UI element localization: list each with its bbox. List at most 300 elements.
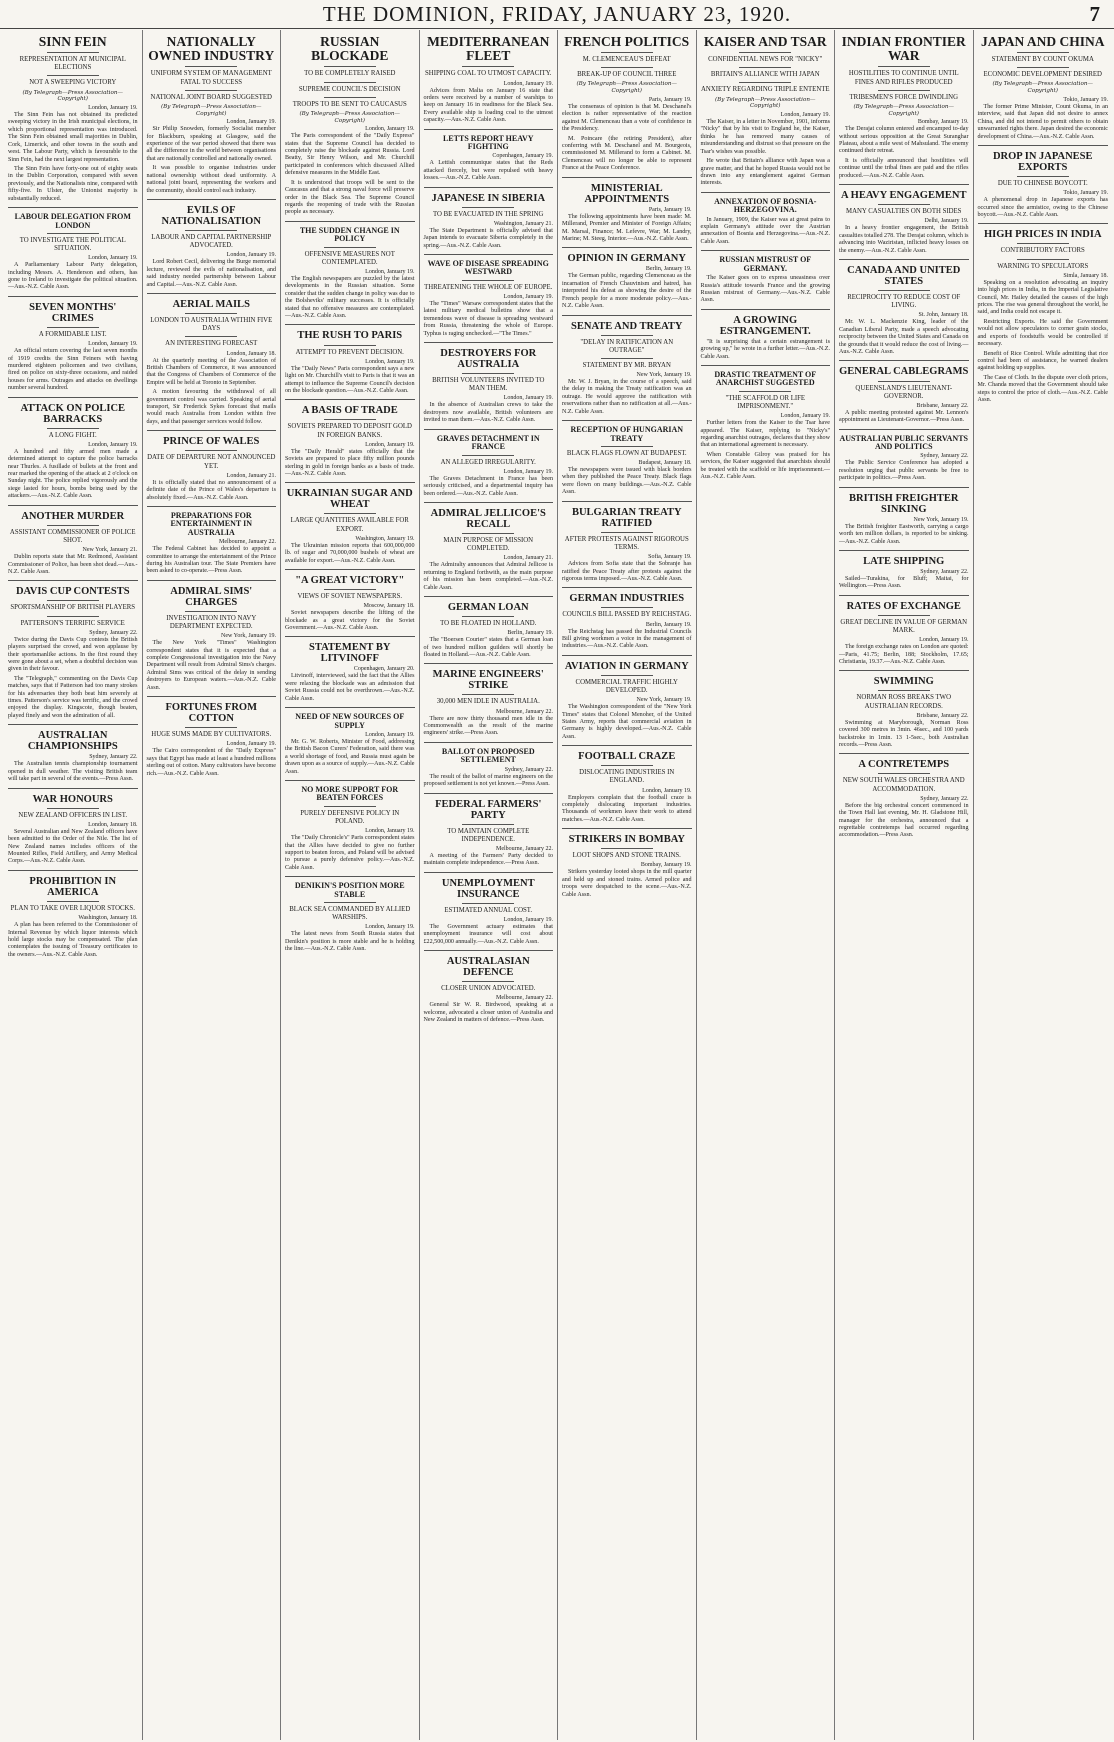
- article-subheading: TROOPS TO BE SENT TO CAUCASUS: [292, 100, 407, 108]
- article-divider: [424, 254, 554, 255]
- article-paragraph: The Government actuary estimates that unemployment insurance will cost about £22,500,000 annually.—Aus.-N.Z. Cable Assn.: [423, 923, 553, 945]
- article-paragraph: The Admiralty announces that Admiral Jellicoe is returning to England forthwith, as the main purpose of his mission has been completed.—Aus.-N.Z. Cable Assn.: [423, 562, 553, 591]
- article-divider: [285, 324, 415, 325]
- article: [839, 429, 969, 483]
- article-headline: FEDERAL FARMERS' PARTY: [435, 798, 542, 821]
- article-headline: NATIONALLY OWNED INDUSTRY: [148, 34, 275, 64]
- article-dateline: New York, January 19.: [913, 516, 969, 523]
- article: [147, 696, 277, 778]
- headline-rule: [739, 52, 791, 53]
- article: [424, 187, 554, 250]
- article-paragraph: The Kaiser goes on to express uneasiness over Russia's attitude towards France and the growing Russian mistrust of Germany.—Aus.-N.Z. Cable Assn.: [700, 275, 830, 304]
- article-dateline: London, January 19.: [919, 637, 969, 644]
- article-headline: JAPAN AND CHINA: [981, 34, 1105, 49]
- article-headline: AVIATION IN GERMANY: [564, 660, 689, 672]
- article-paragraph: At the quarterly meeting of the Association of British Chambers of Commerce, it was announced that the Congress of Chambers of Commerce of the Empire will be held at Toronto in September.: [146, 357, 276, 386]
- article-credit: (By Telegraph—Press Association—Copyright): [160, 103, 262, 117]
- article-dateline: London, January 19.: [88, 255, 138, 262]
- article: [839, 595, 969, 667]
- article: [8, 580, 138, 720]
- article-dateline: Melbourne, January 22.: [496, 708, 553, 715]
- article-divider: [562, 745, 692, 746]
- article-headline: GERMAN INDUSTRIES: [569, 593, 685, 605]
- article-paragraph: The Reichstag has passed the Industrial Councils Bill giving workmen a voice in the management of industries.—Aus.-N.Z. Cable Assn.: [562, 628, 692, 650]
- article-paragraph: Strikers yesterday looted shops in the mill quarter and held up and stoned trains. Armed police and troops were despatched to the scene.—Aus.-N.Z. Cable Assn.: [562, 869, 692, 898]
- article-dateline: Melbourne, January 22.: [219, 539, 276, 546]
- article-paragraph: It is officially stated that no announcement of a definite date of the Prince of Wales's departure is absolutely fixed.—Aus.-N.Z. Cable Assn.: [146, 479, 276, 501]
- article-subheading: GREAT DECLINE IN VALUE OF GERMAN MARK.: [840, 618, 968, 635]
- article-credit: (By Telegraph—Press Association—Copyright): [853, 103, 955, 117]
- article-headline: A BASIS OF TRADE: [301, 405, 398, 417]
- article-paragraph: The Australian tennis championship tournament opened in dull weather. The visiting British team will take part in several of the events.—Press Assn.: [8, 761, 138, 783]
- article: [701, 365, 831, 481]
- article-subheading: ANXIETY REGARDING TRIPLE ENTENTE: [700, 86, 830, 94]
- article: [701, 35, 831, 188]
- headline-rule: [185, 66, 237, 67]
- article-subheading: AN INTERESTING FORECAST: [165, 340, 258, 348]
- article: [8, 296, 138, 393]
- headline-rule: [878, 90, 930, 91]
- article-subheading: CONTRIBUTORY FACTORS: [1000, 247, 1085, 255]
- article-dateline: Melbourne, January 22.: [496, 845, 553, 852]
- article-paragraph: The "Times" Warsaw correspondent states that the latest military medical bulletins show that a tremendous wave of disease is spreading westward from Russia, threatening the whole of Europe. Typhus is raging unchecked.—"The Times.": [423, 301, 553, 337]
- article-headline: PROHIBITION IN AMERICA: [29, 875, 117, 898]
- headline-rule: [324, 97, 376, 98]
- headline-rule: [878, 204, 930, 205]
- article: [701, 192, 831, 246]
- article-headline: A HEAVY ENGAGEMENT: [841, 190, 967, 202]
- article-subheading: CONFIDENTIAL NEWS FOR "NICKY": [708, 56, 823, 64]
- article-headline: ANOTHER MURDER: [21, 510, 125, 522]
- article-paragraph: The State Department is officially advised that Japan intends to evacuate Siberia completely in the spring.—Aus.-N.Z. Cable Assn.: [423, 227, 553, 249]
- article-subheading: INVESTIGATION INTO NAVY DEPARTMENT EXPECTED.: [166, 614, 257, 630]
- article-headline: SEVEN MONTHS' CRIMES: [29, 301, 117, 324]
- article-subheading: "DELAY IN RATIFICATION AN OUTRAGE": [580, 338, 674, 354]
- article: [147, 35, 277, 195]
- article-divider: [285, 399, 415, 400]
- headline-rule: [601, 67, 653, 68]
- article-subheading: A FORMIDABLE LIST.: [38, 330, 107, 338]
- masthead: [0, 0, 1114, 29]
- article-subheading: DISLOCATING INDUSTRIES IN ENGLAND.: [579, 769, 675, 785]
- article-divider: [285, 569, 415, 570]
- article-headline: FOOTBALL CRAZE: [578, 751, 676, 763]
- article: [701, 250, 831, 304]
- article-paragraph: The Case of Cloth. In the dispute over cloth prices, Mr. Chanda moved that the Government should take steps to control the price of cloth.—Aus.-N.Z. Cable Assn.: [977, 374, 1108, 404]
- article-subheading: TO BE EVACUATED IN THE SPRING: [433, 210, 544, 218]
- article-divider: [8, 788, 138, 789]
- headline-rule: [601, 335, 653, 336]
- article-dateline: Sydney, January 22.: [920, 569, 969, 576]
- article-subheading: ESTIMATED ANNUAL COST.: [444, 906, 533, 914]
- article-divider: [8, 296, 138, 297]
- article-subheading: UNIFORM SYSTEM OF MANAGEMENT FATAL TO SUCCESS: [150, 70, 272, 86]
- article-dateline: London, January 19.: [365, 731, 415, 738]
- article-paragraph: Before the big orchestral concert commenced in the Town Hall last evening, Mr. H. Gladstone Hill, manager for the orchestra, announced that a regrettable contretemps had occurred regarding accommodation.—Press Assn.: [839, 802, 969, 839]
- article-dateline: London, January 19.: [503, 468, 553, 475]
- article-paragraph: The Public Service Conference has adopted a resolution urging that public servants be free to participate in politics.—Press Assn.: [839, 460, 969, 482]
- article-divider: [839, 670, 969, 671]
- headline-rule: [324, 806, 376, 807]
- article: [978, 223, 1109, 404]
- article-subheading: ATTEMPT TO PREVENT DECISION.: [295, 348, 404, 356]
- article-paragraph: Several Australian and New Zealand officers have been admitted to the Order of the Nile. The list of New Zealand names includes officers of the Mounted Rifles, Field Artillery, and Army Medical Corps.—Aus.-N.Z. Cable Assn.: [8, 828, 138, 865]
- article-headline: MARINE ENGINEERS' STRIKE: [432, 669, 544, 692]
- column-6: [697, 30, 836, 1740]
- article-subheading: BLACK FLAGS FLOWN AT BUDAPEST.: [566, 449, 687, 457]
- article-subheading: NEW ZEALAND OFFICERS IN LIST.: [18, 811, 128, 819]
- article: [285, 35, 415, 217]
- column-1: [4, 30, 143, 1740]
- article: [424, 596, 554, 659]
- article-paragraph: Dublin reports state that Mr. Redmond, Assistant Commissioner of Police, has been shot dead.—Aus.-N.Z. Cable Assn.: [8, 554, 138, 575]
- article-divider: [424, 950, 554, 951]
- article-headline: DRASTIC TREATMENT OF ANARCHIST SUGGESTED: [714, 370, 817, 388]
- article-divider: [147, 506, 277, 507]
- article-subheading: AN ALLEGED IRREGULARITY.: [440, 458, 536, 466]
- article-dateline: London, January 18.: [88, 821, 138, 828]
- article-dateline: Sydney, January 22.: [920, 795, 969, 802]
- article-headline: DAVIS CUP CONTESTS: [15, 586, 130, 598]
- article-subheading: TO INVESTIGATE THE POLITICAL SITUATION.: [19, 236, 126, 253]
- article-dateline: London, January 19.: [365, 268, 415, 275]
- article-dateline: Moscow, January 18.: [363, 603, 415, 610]
- headline-rule: [185, 450, 237, 451]
- article-paragraph: Litvinoff, interviewed, said the fact that the Allies were relaxing the blockade was an admission that Soviet Russia could not be overthrown.—Aus.-N.Z. Cable Assn.: [285, 673, 415, 702]
- article-headline: A CONTRETEMPS: [858, 759, 950, 771]
- article-headline: RUSSIAN MISTRUST OF GERMANY.: [719, 255, 812, 273]
- article-divider: [8, 724, 138, 725]
- article-paragraph: A motion favouring the withdrawal of all government control was carried. Speaking of aerial transport, Sir Frederick Sykes forecast that mails would reach Australia from London within five days, and that passenger services would follow.: [146, 389, 276, 425]
- article-divider: [285, 780, 415, 781]
- article-subheading: COMMERCIAL TRAFFIC HIGHLY DEVELOPED.: [575, 678, 678, 694]
- article-divider: [147, 696, 277, 697]
- article-divider: [285, 636, 415, 637]
- article-subheading: LARGE QUANTITIES AVAILABLE FOR EXPORT.: [290, 517, 409, 533]
- headline-rule: [601, 675, 653, 676]
- headline-rule: [47, 616, 99, 617]
- article-headline: BULGARIAN TREATY RATIFIED: [571, 506, 682, 529]
- article-divider: [839, 550, 969, 551]
- article-headline: THE RUSH TO PARIS: [297, 330, 403, 342]
- article-headline: MINISTERIAL APPOINTMENTS: [584, 182, 670, 205]
- article-dateline: Berlin, January 19.: [645, 266, 692, 273]
- article-divider: [839, 429, 969, 430]
- article-headline: BRITISH FREIGHTER SINKING: [849, 492, 959, 515]
- article-paragraph: General Sir W. R. Birdwood, speaking at a welcome, advocated a closer union of Australia and New Zealand in matters of defence.—Press Assn.: [423, 1002, 553, 1024]
- article-divider: [562, 655, 692, 656]
- article-divider: [701, 250, 831, 251]
- headline-rule: [878, 773, 930, 774]
- article-headline: FRENCH POLITICS: [564, 34, 690, 49]
- article-divider: [424, 429, 554, 430]
- article-paragraph: Sir Philip Snowden, formerly Socialist member for Blackburn, speaking at Glasgow, said the experience of the war period showed that there was all the difference in the world between organisations that are nationally controlled and nationally owned.: [146, 126, 276, 162]
- article-subheading: HOSTILITIES TO CONTINUE UNTIL FINES AND RIFLES PRODUCED: [848, 70, 959, 86]
- article-headline: UNEMPLOYMENT INSURANCE: [441, 877, 535, 900]
- article-divider: [424, 502, 554, 503]
- headline-rule: [878, 66, 930, 67]
- article-divider: [8, 207, 138, 208]
- article-divider: [839, 259, 969, 260]
- article-credit: (By Telegraph—Press Association—Copyright): [576, 81, 678, 95]
- article-dateline: Brisbane, January 22.: [916, 402, 969, 409]
- article-headline: AUSTRALIAN PUBLIC SERVANTS AND POLITICS: [839, 433, 968, 452]
- article-dateline: Copenhagen, January 19.: [492, 153, 553, 160]
- article-paragraph: The "Boersen Courier" states that a German loan of two hundred million guilders will shortly be floated in Holland.—Aus.-N.Z. Cable Assn.: [423, 637, 553, 658]
- article-paragraph: The "Daily News" Paris correspondent says a new light on Mr. Churchill's visit to Paris is that it was an attempt to influence the Supreme Council's decision on the blockade question.—Aus.-N.Z. Cable Assn.: [285, 365, 415, 394]
- article-paragraph: The German public, regarding Clemenceau as the incarnation of French Chauvinism and hatred, has interpreted his defeat as showing the desire of the French people for a more moderate policy.—Aus.-N.Z. Cable Assn.: [562, 273, 692, 310]
- article: [424, 663, 554, 737]
- article-dateline: London, January 19.: [88, 105, 138, 112]
- headline-rule: [47, 233, 99, 234]
- headline-rule: [462, 66, 514, 67]
- article-divider: [562, 315, 692, 316]
- article-paragraph: The consensus of opinion is that M. Deschanel's election is rather representative of the reaction against M. Clemenceau than a vote of confidence in the Presidency.: [562, 103, 692, 133]
- article-paragraph: A plan has been referred to the Commissioner of Internal Revenue by which liquor interests which hold large stocks may be compensated. The plan contemplates the issuing of Treasury certificates to the owners.—Aus.-N.Z. Cable Assn.: [8, 922, 138, 958]
- article-paragraph: The "Telegraph," commenting on the Davis Cup matches, says that if Patterson had too many strokes for his adversaries they both beat him severely at times. Patterson's service was terrific, and the crowd enjoyed the display. Kingscote, though beaten, played finely and won the admiration of all.: [8, 675, 138, 719]
- article-subheading: ASSISTANT COMMISSIONER OF POLICE SHOT.: [9, 528, 136, 544]
- article-divider: [8, 870, 138, 871]
- headline-rule: [601, 532, 653, 533]
- article-subheading: STATEMENT BY COUNT OKUMA: [991, 56, 1094, 64]
- article-dateline: Budapest, January 18.: [638, 460, 692, 467]
- article-subheading: QUEENSLAND'S LIEUTENANT-GOVERNOR.: [855, 384, 953, 400]
- article-dateline: London, January 19.: [365, 828, 415, 835]
- article-headline: FORTUNES FROM COTTON: [165, 702, 257, 725]
- article-subheading: SHIPPING COAL TO UTMOST CAPACITY.: [425, 70, 552, 78]
- article-dateline: Sydney, January 22.: [89, 754, 138, 761]
- article-subheading: TRIBESMEN'S FORCE DWINDLING: [849, 93, 958, 101]
- article: [285, 780, 415, 872]
- article-paragraph: The latest news from South Russia states that Denikin's position is more stable and he is holding the line.—Aus.-N.Z. Cable Assn.: [285, 931, 415, 953]
- article-divider: [424, 342, 554, 343]
- article-headline: LETTS REPORT HEAVY FIGHTING: [442, 133, 534, 151]
- headline-rule: [47, 901, 99, 902]
- article-dateline: Brisbane, January 22.: [916, 712, 969, 719]
- article: [147, 506, 277, 576]
- article-subheading: TO MAINTAIN COMPLETE INDEPENDENCE.: [447, 827, 530, 843]
- article-subheading: AFTER PROTESTS AGAINST RIGOROUS TERMS.: [564, 535, 689, 551]
- article-paragraph: Lord Robert Cecil, delivering the Burge memorial lecture, reviewed the evils of nationalisation, and said industry needed partnership between Labour and Capital.—Aus.-N.Z. Cable Assn.: [146, 259, 276, 288]
- article: [424, 35, 554, 125]
- headline-rule: [1017, 243, 1069, 244]
- article-divider: [701, 365, 831, 366]
- article-paragraph: Mr. W. L. Mackenzie King, leader of the Canadian Liberal Party, made a speech advocating reciprocity between the United States and Canada on the grounds that it would reduce the cost of living.—Aus.-N.Z. Cable Assn.: [839, 319, 969, 356]
- article-dateline: London, January 19.: [780, 112, 830, 119]
- article: [424, 254, 554, 338]
- article: [424, 342, 554, 425]
- article-subheading: LONDON TO AUSTRALIA WITHIN FIVE DAYS: [150, 317, 273, 333]
- article-paragraph: There are now thirty thousand men idle in the Commonwealth as the result of the marine engineers' strike.—Press Assn.: [423, 715, 553, 737]
- article-subheading: CLOSER UNION ADVOCATED.: [441, 985, 536, 993]
- article-headline: NEED OF NEW SOURCES OF SUPPLY: [295, 712, 405, 730]
- column-5: [558, 30, 697, 1740]
- article-subheading: NOT A SWEEPING VICTORY: [29, 79, 117, 87]
- article-subheading: ECONOMIC DEVELOPMENT DESIRED: [983, 71, 1102, 79]
- headline-rule: [601, 52, 653, 53]
- article-paragraph: The newspapers were issued with black borders when they published the Peace Treaty. Black flags were flown on many buildings.—Aus.-N.Z. Cable Assn.: [562, 467, 692, 496]
- article-headline: AUSTRALASIAN DEFENCE: [446, 956, 530, 979]
- article-subheading: M. CLEMENCEAU'S DEFEAT: [582, 56, 671, 64]
- article-divider: [424, 663, 554, 664]
- article-paragraph: The former Prime Minister, Count Okuma, in an interview, said that Japan did not desire to annex China, and did not intend to permit others to obtain unwarranted rights there. Japan desired the economic development of China.—Aus.-N.Z. Cable Assn.: [977, 103, 1108, 140]
- headline-rule: [185, 313, 237, 314]
- article-headline: CANADA AND UNITED STATES: [847, 265, 961, 288]
- article-subheading: MAIN PURPOSE OF MISSION COMPLETED.: [443, 536, 534, 553]
- article-dateline: Sydney, January 22.: [920, 453, 969, 460]
- headline-rule: [185, 727, 237, 728]
- article-subheading: LABOUR AND CAPITAL PARTNERSHIP ADVOCATED.: [151, 234, 272, 250]
- article-headline: WAR HONOURS: [32, 793, 113, 805]
- article-headline: SINN FEIN: [38, 34, 107, 49]
- article: [285, 569, 415, 632]
- article-paragraph: In a heavy frontier engagement, the British casualties totalled 278. The Derajat column, which is advancing into Waziristan, inflicted heavy losses on the enemy.—Aus.-N.Z. Cable Assn.: [839, 225, 969, 254]
- article-paragraph: Twice during the Davis Cup contests the British players surprised the crowd, and won applause by their sportsmanlike actions. In the first round they were gone about a set, when a doubtful decision was given in their favour.: [8, 636, 138, 673]
- headline-rule: [601, 765, 653, 766]
- article: [8, 788, 138, 866]
- article-dateline: Tokio, January 19.: [1063, 96, 1108, 103]
- article-headline: ADMIRAL SIMS' CHARGES: [170, 585, 253, 608]
- headline-rule: [462, 981, 514, 982]
- article: [562, 655, 692, 741]
- article: [562, 420, 692, 497]
- article-subheading: 30,000 MEN IDLE IN AUSTRALIA.: [436, 698, 540, 706]
- article-subheading: DATE OF DEPARTURE NOT ANNOUNCED YET.: [147, 454, 276, 470]
- article: [8, 35, 138, 203]
- article-credit: (By Telegraph—Press Association—Copyright): [992, 81, 1094, 95]
- article-divider: [562, 420, 692, 421]
- article-dateline: London, January 19.: [226, 741, 276, 748]
- article-dateline: Washington, January 19.: [355, 535, 415, 542]
- article: [839, 550, 969, 591]
- article-dateline: London, January 19.: [226, 119, 276, 126]
- article: [285, 707, 415, 776]
- article-paragraph: The Paris correspondent of the "Daily Express" states that the Supreme Council has decided to completely raise the blockade against Russia. Lord Beatty, Sir Henry Wilson, and Mr. Churchill participated in conferences which discussed Allied defensive measures in the Middle East.: [285, 133, 415, 177]
- article-divider: [8, 580, 138, 581]
- article-paragraph: A Lettish communique states that the Reds attacked fiercely, but were repulsed with heavy losses.—Aus.-N.Z. Cable Assn.: [423, 160, 553, 182]
- article: [424, 950, 554, 1024]
- article-divider: [562, 828, 692, 829]
- article-headline: INDIAN FRONTIER WAR: [841, 34, 966, 64]
- article-headline: LABOUR DELEGATION FROM LONDON: [14, 212, 131, 230]
- article-dateline: London, January 19.: [503, 294, 553, 301]
- article: [562, 828, 692, 899]
- article-subheading: A LONG FIGHT.: [48, 431, 97, 439]
- article-subheading: NEW SOUTH WALES ORCHESTRA AND ACCOMMODATION.: [842, 777, 965, 793]
- article-dateline: London, January 21.: [226, 472, 276, 479]
- article-headline: STRIKERS IN BOMBAY: [568, 834, 685, 846]
- article-dateline: Berlin, January 19.: [645, 621, 692, 628]
- article-subheading: MANY CASUALTIES ON BOTH SIDES: [846, 208, 962, 216]
- article-headline: ADMIRAL JELLICOE'S RECALL: [430, 507, 546, 530]
- article-dateline: New York, January 21.: [82, 547, 138, 554]
- article-divider: [285, 707, 415, 708]
- article-dateline: Tokio, January 19.: [1063, 190, 1108, 197]
- article-subheading: LOOT SHOPS AND STONE TRAINS.: [572, 852, 681, 860]
- article-dateline: New York, January 19.: [636, 697, 692, 704]
- article-paragraph: Swimming at Maryborough, Norman Ross covered 300 metres in 3min. 46sec., and 100 yards backstroke in 1min. 13 1-5sec., both Australian records.—Press Assn.: [839, 719, 969, 749]
- article-divider: [424, 596, 554, 597]
- headline-rule: [739, 391, 791, 392]
- article-headline: PRINCE OF WALES: [163, 436, 260, 448]
- article-dateline: London, January 19.: [642, 787, 692, 794]
- article: [285, 221, 415, 321]
- article-headline: DESTROYERS FOR AUSTRALIA: [440, 348, 537, 371]
- article-subheading: PURELY DEFENSIVE POLICY IN POLAND.: [300, 809, 400, 825]
- article-subheading: THREATENING THE WHOLE OF EUROPE.: [424, 283, 553, 291]
- headline-rule: [462, 533, 514, 534]
- headline-rule: [462, 824, 514, 825]
- article-subheading: HUGE SUMS MADE BY CULTIVATORS.: [151, 731, 272, 739]
- article-paragraph: The Cairo correspondent of the "Daily Express" says that Egypt has made at least a hundred millions sterling out of cotton. Many cultivators have become rich.—Aus.-N.Z. Cable Assn.: [146, 748, 276, 777]
- article-paragraph: Employers complain that the football craze is completely dislocating important industries. Thousands of workmen leave their work to attend matches.—Aus.-N.Z. Cable Assn.: [562, 794, 692, 823]
- article: [285, 324, 415, 395]
- article-paragraph: The English newspapers are puzzled by the latest developments in the Russian situation. Some consider that the sudden change in policy was due to the Bolsheviks' military successes. It is officially stated that no offensive measures are contemplated.—Aus.-N.Z. Cable Assn.: [285, 275, 415, 320]
- article-paragraph: Speaking on a resolution advocating an inquiry into high prices in India, in the Imperial Legislative Council, Mr. Hailey detailed the causes of the high prices. The rise was general throughout the world, he said, and India could not escape it.: [977, 279, 1108, 316]
- headline-rule: [462, 694, 514, 695]
- headline-rule: [47, 52, 99, 53]
- article-paragraph: It was possible to organise industries under national ownership without dead uniformity. A national joint board, representing the workers and the community, should control each industry.: [146, 165, 276, 194]
- headline-rule: [47, 808, 99, 809]
- headline-rule: [1017, 176, 1069, 177]
- article: [701, 309, 831, 361]
- article-divider: [285, 876, 415, 877]
- headline-rule: [324, 513, 376, 514]
- headline-rule: [47, 327, 99, 328]
- article-headline: AUSTRALIAN CHAMPIONSHIPS: [27, 730, 118, 753]
- article-divider: [8, 397, 138, 398]
- article-divider: [8, 505, 138, 506]
- article-dateline: Berlin, January 19.: [507, 630, 553, 637]
- article-subheading: DUE TO CHINESE BOYCOTT.: [997, 180, 1088, 188]
- headline-rule: [462, 280, 514, 281]
- headline-rule: [1017, 67, 1069, 68]
- article-paragraph: Restricting Exports. He said the Government would not allow speculators to corner grain stocks, and exports of foodstuffs would be controlled if necessary.: [977, 318, 1108, 348]
- article-headline: MEDITERRANEAN FLEET: [427, 34, 550, 64]
- article-divider: [147, 199, 277, 200]
- article-dateline: London, January 19.: [365, 126, 415, 133]
- article-paragraph: The following appointments have been made: M. Millerand, Premier and Minister of Foreign Affairs; M. Marsal, Finance; M. Lefevre, War; M. Landry, Marine; M. Steeg, Interior.—Aus.-N.Z. Cable Assn.: [562, 213, 692, 242]
- column-3: [281, 30, 420, 1740]
- article-headline: RUSSIAN BLOCKADE: [311, 34, 389, 64]
- article-dateline: Paris, January 19.: [648, 206, 692, 213]
- article-paragraph: M. Poincare (the retiring President), after conferring with M. Deschanel and M. Bourgeois, commissioned M. Millerand to form a Cabinet. M. Clemenceau will no longer be able to represent France at the Peace Conference.: [562, 135, 692, 172]
- article-subheading: PLAN TO TAKE OVER LIQUOR STOCKS.: [10, 904, 135, 912]
- article-dateline: London, January 21.: [503, 555, 553, 562]
- article-divider: [424, 742, 554, 743]
- article-dateline: London, January 19.: [780, 413, 830, 420]
- article: [839, 753, 969, 839]
- article-subheading: SPORTSMANSHIP OF BRITISH PLAYERS: [10, 604, 136, 612]
- article-headline: ANNEXATION OF BOSNIA-HERZEGOVINA.: [714, 196, 817, 215]
- article: [147, 580, 277, 692]
- article: [839, 670, 969, 749]
- article-paragraph: The "Daily Chronicle's" Paris correspondent states that the Allies have decided to give no further support to beaten forces, and Poland will be advised to pursue a purely defensive policy.—Aus.-N.Z. Cable Assn.: [285, 835, 415, 871]
- article-paragraph: The "Daily Herald" states officially that the Soviets are prepared to place fifty million pounds sterling in gold in foreign banks as a basis of trade.—Aus.-N.Z. Cable Assn.: [285, 448, 415, 477]
- article-subheading: NATIONAL JOINT BOARD SUGGESTED: [150, 93, 272, 101]
- article-dateline: London, January 19.: [503, 395, 553, 402]
- article-subheading: BRITISH VOLUNTEERS INVITED TO MAN THEM.: [432, 377, 545, 393]
- article-divider: [978, 145, 1109, 146]
- article-paragraph: The British freighter Eastworth, carrying a cargo worth ten million dollars, is reported to be sinking.—Aus.-N.Z. Cable Assn.: [839, 523, 969, 545]
- article-dateline: Washington, January 21.: [493, 220, 553, 227]
- article-subheading: RECIPROCITY TO REDUCE COST OF LIVING.: [847, 294, 961, 310]
- article-headline: DROP IN JAPANESE EXPORTS: [992, 151, 1093, 174]
- article-headline: HIGH PRICES IN INDIA: [983, 229, 1102, 241]
- article-headline: "A GREAT VICTORY": [295, 574, 405, 586]
- article-credit: (By Telegraph—Press Association—Copyright): [299, 110, 401, 124]
- article: [562, 247, 692, 310]
